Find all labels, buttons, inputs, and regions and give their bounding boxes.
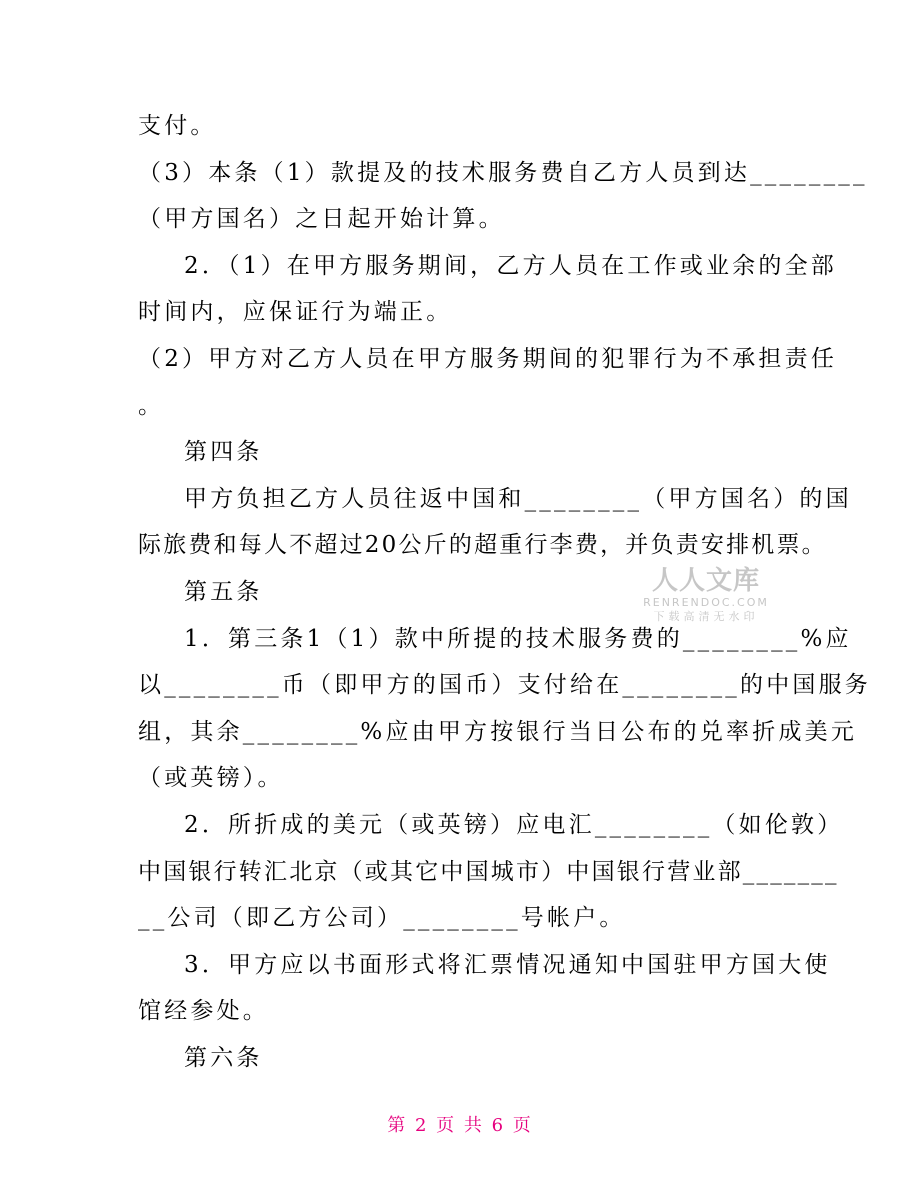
- text-line-7: 。: [138, 393, 165, 419]
- text-line-14: 组，其余________%应由甲方按银行当日公布的兑率折成美元: [138, 719, 858, 745]
- text-line-16: 2．所折成的美元（或英镑）应电汇________（如伦敦）: [184, 812, 844, 838]
- watermark-logo: [640, 566, 772, 624]
- section-heading-article-6: 第六条: [184, 1045, 263, 1071]
- section-heading-article-4: 第四条: [184, 439, 263, 465]
- text-line-15: （或英镑）。: [138, 765, 284, 791]
- text-line-9: 甲方负担乙方人员往返中国和________（甲方国名）的国: [184, 486, 852, 512]
- text-line-4: 2．（1）在甲方服务期间，乙方人员在工作或业余的全部: [184, 253, 837, 279]
- text-line-3: （甲方国名）之日起开始计算。: [138, 206, 505, 232]
- text-line-13: 以________币（即甲方的国币）支付给在________的中国服务: [138, 672, 871, 698]
- watermark-title: 人人文库: [651, 566, 760, 596]
- watermark-domain: RENRENDOC.COM: [643, 596, 769, 609]
- text-line-20: 馆经参处。: [138, 998, 269, 1024]
- text-line-2: （3）本条（1）款提及的技术服务费自乙方人员到达________: [138, 160, 868, 186]
- text-line-12: 1．第三条1（1）款中所提的技术服务费的________%应: [184, 626, 852, 652]
- watermark-subtitle: 下载高清无水印: [653, 610, 759, 623]
- text-line-5: 时间内，应保证行为端正。: [138, 299, 453, 325]
- text-line-1: 支付。: [138, 113, 217, 139]
- section-heading-article-5: 第五条: [184, 579, 263, 605]
- text-line-17: 中国银行转汇北京（或其它中国城市）中国银行营业部_______: [138, 859, 839, 885]
- text-line-10: 际旅费和每人不超过20公斤的超重行李费，并负责安排机票。: [138, 532, 827, 558]
- text-line-19: 3．甲方应以书面形式将汇票情况通知中国驻甲方国大使: [184, 952, 831, 978]
- page-number-footer: 第 2 页 共 6 页: [387, 1115, 533, 1136]
- text-line-18: __公司（即乙方公司）________号帐户。: [138, 905, 626, 931]
- text-line-6: （2）甲方对乙方人员在甲方服务期间的犯罪行为不承担责任: [138, 346, 838, 372]
